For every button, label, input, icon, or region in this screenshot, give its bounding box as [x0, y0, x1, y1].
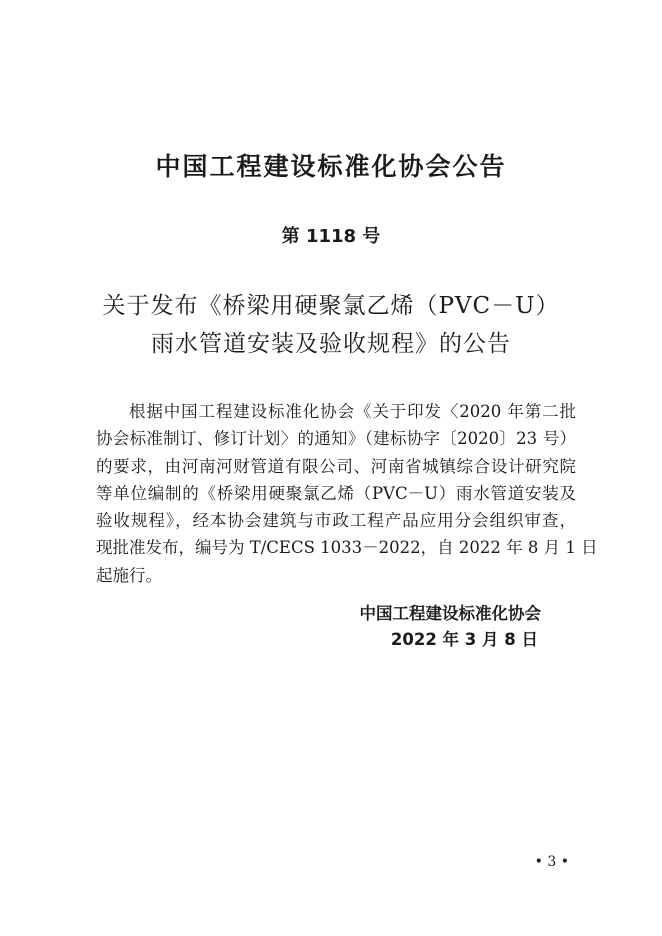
body-line: 协会标准制订、修订计划〉的通知》（建标协字〔2020〕23 号） — [96, 429, 576, 449]
document-title: 中国工程建设标准化协会公告 — [155, 152, 507, 181]
body-line: 现批准发布，编号为 T/CECS 1033－2022，自 2022 年 8 月 1 日 — [96, 538, 598, 558]
body-line: 等单位编制的《桥梁用硬聚氯乙烯（PVC－U）雨水管道安装及 — [96, 483, 576, 503]
body-line: 起施行。 — [96, 565, 162, 585]
body-line: 验收规程》，经本协会建筑与市政工程产品应用分会组织审查， — [96, 511, 576, 531]
body-line: 的要求，由河南河财管道有限公司、河南省城镇综合设计研究院 — [96, 456, 576, 476]
issuer-signature: 中国工程建设标准化协会 — [359, 604, 541, 623]
subject-line: 关于发布《桥梁用硬聚氯乙烯（PVC－U） — [102, 293, 560, 319]
announcement-subject — [0, 287, 662, 363]
announcement-number: 第 1118 号 — [281, 226, 381, 247]
announcement-body — [96, 398, 598, 589]
subject-line: 雨水管道安装及验收规程》的公告 — [151, 331, 511, 357]
issue-date: 2022 年 3 月 8 日 — [390, 630, 538, 649]
body-line: 根据中国工程建设标准化协会《关于印发〈2020 年第二批 — [129, 402, 576, 421]
page-number: • 3 • — [534, 854, 569, 870]
